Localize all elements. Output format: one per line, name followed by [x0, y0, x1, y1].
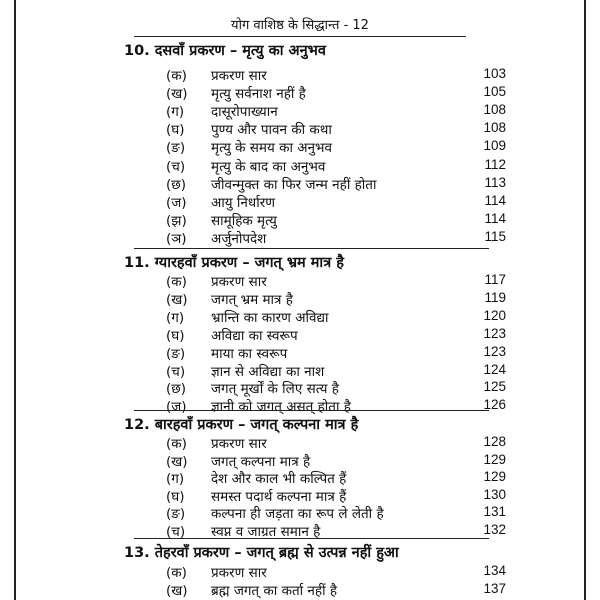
header-rule — [134, 36, 466, 37]
toc-entry — [166, 581, 506, 599]
entry-page-number: 123 — [483, 325, 506, 341]
toc-entry — [166, 84, 506, 102]
entry-title: प्रकरण सार — [211, 274, 267, 290]
entry-title: मृत्यु के समय का अनुभव — [211, 140, 333, 157]
chapter-title: 10. दसवाँ प्रकरण – मृत्यु का अनुभव — [124, 43, 326, 59]
entry-title: प्रकरण सार — [211, 565, 267, 581]
entry-title: अविद्या का स्वरूप — [211, 327, 298, 344]
entry-title: जगत् मूर्खों के लिए सत्य है — [211, 381, 339, 398]
toc-entry — [166, 434, 506, 452]
entry-label: (ख) — [166, 582, 188, 599]
entry-label: (छ) — [166, 176, 186, 193]
entry-title: माया का स्वरूप — [211, 345, 288, 362]
entry-label: (च) — [166, 524, 186, 540]
entry-title: देश और काल भी कल्पित हैं — [211, 471, 347, 488]
section-divider — [134, 410, 489, 411]
entry-label: (ङ) — [166, 140, 186, 157]
toc-entry — [166, 487, 506, 505]
entry-label: (झ) — [166, 212, 187, 229]
entry-page-number: 115 — [484, 228, 506, 244]
entry-page-number: 125 — [483, 379, 506, 395]
toc-entry — [166, 272, 506, 290]
entry-title: कल्पना ही जड़ता का रूप ले लेती है — [211, 506, 384, 523]
entry-title: मृत्यु के बाद का अनुभव — [211, 158, 326, 175]
entry-title: स्वप्न व जाग्रत समान है — [211, 524, 321, 540]
entry-page-number: 105 — [483, 84, 506, 100]
chapter-title: 12. बारहवाँ प्रकरण – जगत् कल्पना मात्र है — [124, 417, 359, 433]
toc-entry — [166, 175, 506, 193]
entry-label: (च) — [166, 363, 186, 380]
section-divider — [134, 538, 489, 539]
entry-title: पुण्य और पावन की कथा — [211, 122, 332, 139]
entry-title: जगत् कल्पना मात्र है — [211, 453, 311, 470]
entry-page-number: 126 — [483, 397, 506, 413]
entry-page-number: 120 — [483, 307, 506, 323]
entry-page-number: 114 — [484, 192, 506, 208]
entry-label: (ग) — [166, 471, 185, 488]
entry-page-number: 112 — [484, 156, 506, 172]
entry-title: ज्ञान से अविद्या का नाश — [211, 363, 325, 380]
toc-entry — [166, 326, 506, 344]
entry-label: (क) — [166, 565, 187, 581]
entry-page-number: 124 — [483, 361, 506, 377]
entry-page-number: 119 — [484, 289, 506, 305]
entry-page-number: 108 — [483, 120, 506, 136]
entry-label: (ग) — [166, 104, 185, 121]
entry-label: (ङ) — [166, 345, 186, 362]
entry-title: प्रकरण सार — [211, 436, 267, 452]
toc-entry — [166, 66, 506, 84]
entry-page-number: 132 — [483, 522, 506, 537]
entry-label: (ज) — [166, 399, 187, 416]
entry-page-number: 129 — [483, 469, 506, 485]
entry-label: (घ) — [166, 122, 185, 139]
entry-title: समस्त पदार्थ कल्पना मात्र हैं — [211, 488, 347, 505]
section-divider — [134, 248, 489, 249]
entry-page-number: 103 — [483, 66, 506, 81]
entry-label: (ङ) — [166, 506, 186, 523]
entry-page-number: 128 — [483, 434, 506, 449]
entry-page-number: 123 — [483, 343, 506, 359]
entry-page-number: 137 — [483, 580, 506, 596]
toc-entry — [166, 563, 506, 581]
entry-page-number: 114 — [484, 210, 506, 226]
entry-label: (घ) — [166, 327, 185, 344]
entry-title: ज्ञानी को जगत् असत् होता है — [211, 399, 351, 416]
entry-title: मृत्यु सर्वनाश नहीं है — [211, 86, 306, 103]
entry-label: (च) — [166, 158, 186, 175]
toc-entry — [166, 211, 506, 229]
toc-entry — [166, 120, 506, 138]
chapter-title: 13. तेहरवाँ प्रकरण – जगत् ब्रह्म से उत्पन्न नहीं हुआ — [124, 545, 399, 561]
entry-page-number: 129 — [483, 451, 506, 467]
entry-page-number: 108 — [483, 102, 506, 118]
entry-page-number: 109 — [483, 138, 506, 154]
entry-label: (ख) — [166, 291, 188, 308]
entry-label: (ञ) — [166, 230, 187, 247]
toc-entry — [166, 397, 506, 415]
entry-title: भ्रान्ति का कारण अविद्या — [211, 309, 329, 326]
entry-page-number: 134 — [483, 563, 506, 578]
entry-label: (ख) — [166, 86, 188, 103]
entry-page-number: 131 — [483, 504, 506, 520]
toc-entry — [166, 469, 506, 487]
entry-label: (ख) — [166, 453, 188, 470]
entry-title: आयु निर्धारण — [211, 194, 275, 211]
entry-label: (ज) — [166, 194, 187, 211]
entry-title: प्रकरण सार — [211, 68, 267, 84]
toc-entry — [166, 157, 506, 175]
entry-label: (क) — [166, 274, 187, 290]
entry-title: सामूहिक मृत्यु — [211, 212, 277, 229]
entry-page-number: 113 — [484, 174, 506, 190]
running-header: योग वाशिष्ठ के सिद्धान्त - 12 — [231, 18, 369, 33]
toc-entry — [166, 229, 506, 247]
entry-title: जगत् भ्रम मात्र है — [211, 291, 293, 308]
entry-title: जीवन्मुक्त का फिर जन्म नहीं होता — [211, 176, 377, 193]
entry-label: (ग) — [166, 309, 185, 326]
book-page — [14, 0, 586, 600]
entry-title: ब्रह्म जगत् का कर्ता नहीं है — [211, 582, 338, 599]
toc-entry — [166, 504, 506, 522]
entry-label: (छ) — [166, 381, 186, 398]
toc-entry — [166, 138, 506, 156]
entry-title: अर्जुनोपदेश — [211, 230, 267, 247]
entry-title: दासूरोपाख्यान — [211, 104, 278, 121]
entry-page-number: 117 — [484, 272, 506, 287]
toc-entry — [166, 379, 506, 397]
entry-page-number: 130 — [483, 486, 506, 502]
toc-entry — [166, 102, 506, 120]
toc-entry — [166, 452, 506, 470]
toc-entry — [166, 290, 506, 308]
toc-entry — [166, 362, 506, 380]
toc-entry — [166, 344, 506, 362]
entry-label: (क) — [166, 68, 187, 84]
entry-label: (क) — [166, 436, 187, 452]
chapter-title: 11. ग्यारहवाँ प्रकरण – जगत् भ्रम मात्र है — [124, 255, 344, 271]
toc-entry — [166, 193, 506, 211]
toc-entry — [166, 308, 506, 326]
entry-label: (घ) — [166, 488, 185, 505]
